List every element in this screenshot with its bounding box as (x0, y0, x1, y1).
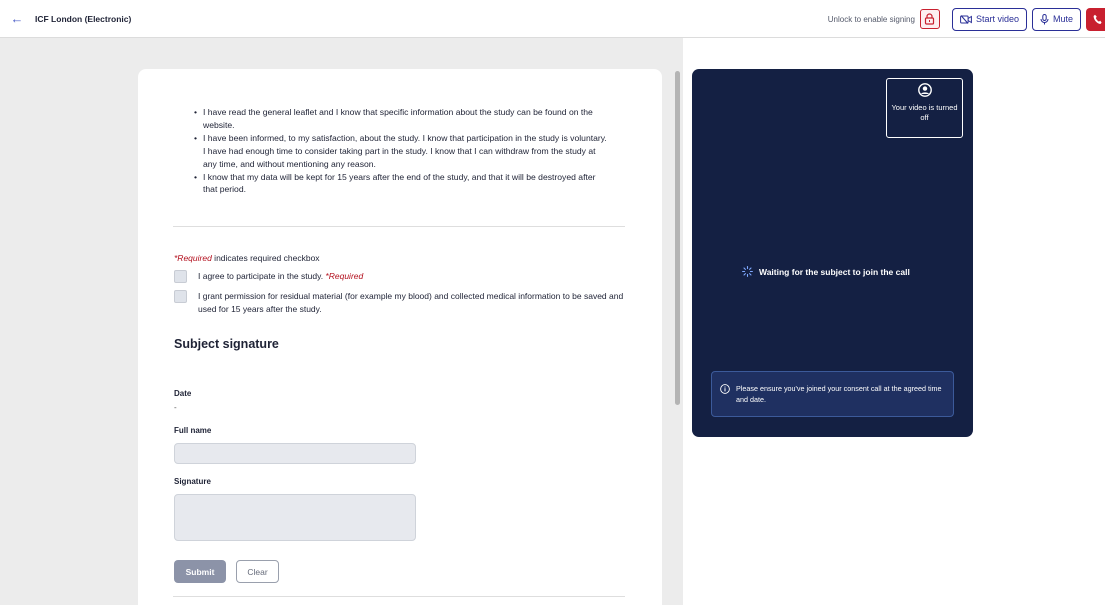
unlock-hint: Unlock to enable signing (827, 14, 915, 24)
scrollbar-thumb[interactable] (675, 71, 680, 405)
section-divider (173, 226, 625, 227)
signature-section-title: Subject signature (174, 337, 279, 351)
video-off-message: Your video is turned off (891, 103, 958, 122)
clear-button[interactable]: Clear (236, 560, 279, 583)
consent-form-panel (138, 69, 662, 605)
date-value: - (174, 403, 177, 412)
checkbox-label-text: I agree to participate in the study. (198, 271, 326, 281)
waiting-status (742, 266, 910, 277)
section-divider (173, 596, 625, 597)
end-call-button[interactable] (1086, 8, 1105, 31)
consent-statement: • I have been informed, to my satisfaction, about the study. I know that participation in the study is voluntary. I have had enough time to consider taking part in the study. I know that I can withdraw from the study at any time, and without mentioning any reason. (191, 132, 611, 171)
call-controls (828, 0, 1105, 38)
checkbox-label: I grant permission for residual material (for example my blood) and collected medical information to be saved and used for 15 years after the study. (198, 291, 624, 314)
permission-checkbox[interactable] (174, 290, 187, 303)
required-marker: *Required (325, 271, 364, 281)
consent-statements (191, 106, 611, 196)
page-title: ICF London (Electronic) (35, 13, 132, 24)
required-note-text: indicates required checkbox (211, 253, 320, 263)
consent-statement: • I have read the general leaflet and I know that specific information about the study can be found on the website. (191, 106, 611, 132)
signature-label: Signature (174, 477, 211, 486)
mute-button[interactable] (1032, 8, 1081, 31)
full-name-label: Full name (174, 426, 212, 435)
consent-checkbox-row-permission (174, 290, 628, 315)
video-off-icon (960, 15, 972, 24)
start-video-button[interactable] (952, 8, 1027, 31)
consent-checkbox-row-participate (174, 270, 628, 283)
date-label: Date (174, 389, 192, 398)
participate-checkbox[interactable] (174, 270, 187, 283)
checkbox-label (198, 270, 628, 283)
video-call-panel (692, 69, 973, 437)
mute-label: Mute (1052, 14, 1073, 24)
call-info-text: Please ensure you've joined your consent call at the agreed time and date. (736, 384, 942, 404)
phone-icon (1093, 14, 1102, 25)
info-icon (720, 384, 730, 394)
arrow-left-icon: ← (10, 11, 24, 26)
self-view-tile (886, 78, 963, 138)
consent-statement: • I know that my data will be kept for 15 years after the end of the study, and that it will be destroyed after that period. (191, 171, 611, 197)
signature-pad[interactable] (174, 494, 416, 541)
waiting-text: Waiting for the subject to join the call (759, 266, 910, 277)
microphone-icon (1040, 14, 1049, 25)
back-button[interactable] (7, 9, 27, 29)
start-video-label: Start video (975, 14, 1019, 24)
user-circle-icon (918, 83, 932, 97)
required-marker: *Required (174, 253, 212, 263)
required-note (174, 253, 320, 263)
top-bar (0, 0, 1105, 38)
submit-button[interactable]: Submit (174, 560, 226, 583)
full-name-input[interactable] (174, 443, 416, 464)
spinner-icon (742, 266, 753, 277)
call-info-banner (711, 371, 954, 417)
lock-icon (924, 13, 935, 25)
unlock-button[interactable] (920, 9, 940, 29)
